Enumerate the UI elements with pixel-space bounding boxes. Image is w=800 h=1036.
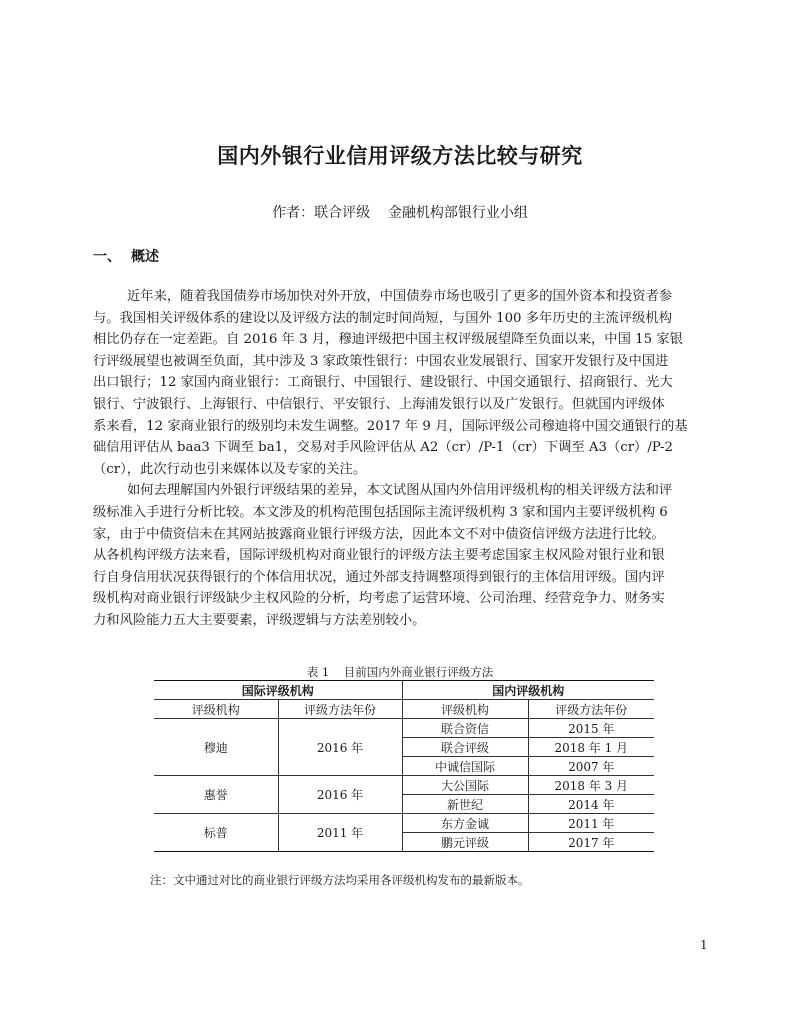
domestic-agency-cell: 新世纪 (402, 795, 528, 814)
paragraph-line: 银行、宁波银行、上海银行、中信银行、平安银行、上海浦发银行以及广发银行。但就国内评级体 (93, 396, 665, 412)
table-column-header-row (154, 700, 654, 719)
table-group-header-row (154, 681, 654, 700)
paragraph-line: 级机构对商业银行评级缺少主权风险的分析，均考虑了运营环境、公司治理、经营竞争力、财务实 (93, 591, 665, 607)
domestic-agency-cell: 中诚信国际 (402, 757, 528, 776)
intl-year-cell: 2016 年 (278, 776, 402, 814)
intl-year-cell: 2011 年 (278, 814, 402, 852)
paragraph-line: 家，由于中债资信未在其网站披露商业银行评级方法，因此本文不对中债资信评级方法进行比较。 (93, 526, 665, 542)
paragraph-line: 行自身信用状况获得银行的个体信用状况，通过外部支持调整项得到银行的主体信用评级。国内评 (93, 569, 665, 585)
domestic-agency-cell: 大公国际 (402, 776, 528, 795)
paragraph-line: 础信用评估从 baa3 下调至 ba1，交易对手风险评估从 A2（cr）/P-1（cr）下调至 A3（cr）/P-2 (93, 440, 674, 456)
intl-agency-cell: 惠誉 (154, 776, 278, 814)
col-header: 评级方法年份 (278, 700, 402, 719)
paragraph-line: 力和风险能力五大主要要素，评级逻辑与方法差别较小。 (93, 612, 426, 628)
paragraph-line: （cr），此次行动也引来媒体以及专家的关注。 (93, 461, 367, 477)
domestic-year-cell: 2015 年 (528, 719, 654, 738)
rating-methods-table (154, 680, 654, 852)
domestic-agency-cell: 东方金诚 (402, 814, 528, 833)
group-header-international: 国际评级机构 (154, 681, 402, 700)
table-caption: 表 1 目前国内外商业银行评级方法 (306, 665, 494, 679)
paragraph-line: 如何去理解国内外银行评级结果的差异，本文试图从国内外信用评级机构的相关评级方法和评 (127, 483, 673, 499)
table-row (154, 814, 654, 833)
col-header: 评级方法年份 (528, 700, 654, 719)
domestic-agency-cell: 联合资信 (402, 719, 528, 738)
paragraph-line: 系来看，12 家商业银行的级别均未发生调整。2017 年 9 月，国际评级公司穆迪将中国交通银行的基 (93, 418, 688, 434)
document-title: 国内外银行业信用评级方法比较与研究 (217, 144, 583, 168)
paragraph-line: 相比仍存在一定差距。自 2016 年 3 月，穆迪评级把中国主权评级展望降至负面以来，中国 15 家银 (93, 332, 683, 348)
intl-agency-cell: 穆迪 (154, 719, 278, 776)
domestic-year-cell: 2014 年 (528, 795, 654, 814)
intl-year-cell: 2016 年 (278, 719, 402, 776)
author-line: 作者：联合评级 金融机构部银行业小组 (272, 205, 528, 221)
paragraph-line: 行评级展望也被调至负面，其中涉及 3 家政策性银行：中国农业发展银行、国家开发银行及中国进 (93, 353, 669, 369)
table-note: 注：文中通过对比的商业银行评级方法均采用各评级机构发布的最新版本。 (150, 873, 530, 887)
domestic-agency-cell: 联合评级 (402, 738, 528, 757)
intl-agency-cell: 标普 (154, 814, 278, 852)
domestic-year-cell: 2018 年 1 月 (528, 738, 654, 757)
table-row (154, 776, 654, 795)
domestic-year-cell: 2011 年 (528, 814, 654, 833)
domestic-year-cell: 2007 年 (528, 757, 654, 776)
table-row (154, 719, 654, 738)
group-header-domestic: 国内评级机构 (402, 681, 654, 700)
body-text (93, 286, 709, 632)
paragraph-line: 与。我国相关评级体系的建设以及评级方法的制定时间尚短，与国外 100 多年历史的主流评级机构 (93, 310, 673, 326)
page-number: 1 (700, 938, 708, 952)
col-header: 评级机构 (154, 700, 278, 719)
section-number: 一、 (93, 249, 121, 265)
paragraph-line: 级标准入手进行分析比较。本文涉及的机构范围包括国际主流评级机构 3 家和国内主要评级机构 6 (93, 504, 668, 520)
domestic-year-cell: 2018 年 3 月 (528, 776, 654, 795)
paragraph-line: 出口银行；12 家国内商业银行：工商银行、中国银行、建设银行、中国交通银行、招商银行、光大 (93, 375, 673, 391)
domestic-agency-cell: 鹏元评级 (402, 833, 528, 852)
col-header: 评级机构 (402, 700, 528, 719)
paragraph-line: 从各机构评级方法来看，国际评级机构对商业银行的评级方法主要考虑国家主权风险对银行业和银 (93, 548, 665, 564)
paragraph-line: 近年来，随着我国债券市场加快对外开放，中国债券市场也吸引了更多的国外资本和投资者参 (127, 289, 673, 304)
section-title: 概述 (131, 249, 159, 265)
domestic-year-cell: 2017 年 (528, 833, 654, 852)
section-heading (93, 246, 159, 266)
